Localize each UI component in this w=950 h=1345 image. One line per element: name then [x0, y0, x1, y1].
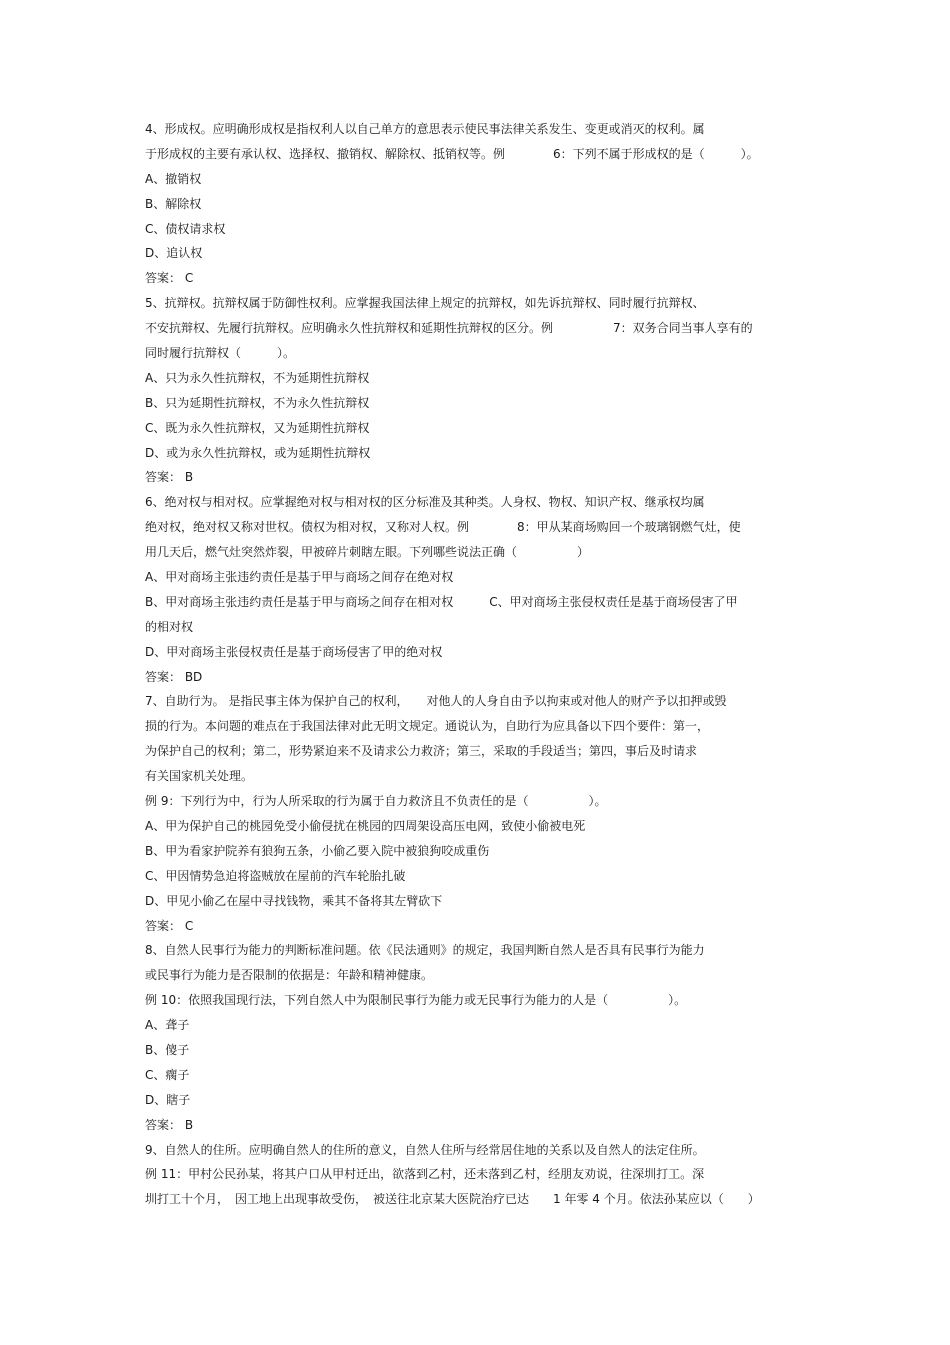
answer-line: 答案： B [145, 470, 194, 485]
text-line: 不安抗辩权、先履行抗辩权。应明确永久性抗辩权和延期性抗辩权的区分。例 7：双务合同当事人享有的 [145, 321, 753, 336]
question-line: 例 10：依照我国现行法，下列自然人中为限制民事行为能力或无民事行为能力的人是（ ）。 [145, 993, 687, 1008]
option-line: A、只为永久性抗辩权，不为延期性抗辩权 [145, 370, 370, 385]
option-line: B、甲为看家护院养有狼狗五条，小偷乙要入院中被狼狗咬成重伤 [145, 843, 490, 858]
option-line: A、聋子 [145, 1018, 190, 1033]
question-line: 圳打工十个月， 因工地上出现事故受伤， 被送往北京某大医院治疗已达 1 年零 4 个月。依法孙某应以（ ） [145, 1192, 760, 1207]
option-line: B、只为延期性抗辩权，不为永久性抗辩权 [145, 395, 370, 410]
text-line: 8、自然人民事行为能力的判断标准问题。依《民法通则》的规定，我国判断自然人是否具有民事行为能力 [145, 943, 705, 958]
option-line: C、瘸子 [145, 1067, 190, 1082]
text-line: 或民事行为能力是否限制的依据是：年龄和精神健康。 [145, 968, 434, 983]
question-line: 例 9：下列行为中，行为人所采取的行为属于自力救济且不负责任的是（ ）。 [145, 794, 607, 809]
answer-line: 答案： C [145, 271, 194, 286]
option-line: D、甲见小偷乙在屋中寻找钱物，乘其不备将其左臂砍下 [145, 893, 443, 908]
text-line: 绝对权，绝对权又称对世权。债权为相对权，又称对人权。例 8：甲从某商场购回一个玻璃钢燃气灶，使 [145, 520, 741, 535]
option-line: D、甲对商场主张侵权责任是基于商场侵害了甲的绝对权 [145, 644, 443, 659]
text-line: 4、形成权。应明确形成权是指权利人以自己单方的意思表示使民事法律关系发生、变更或消灭的权利。属 [145, 122, 705, 136]
option-line: A、撤销权 [145, 171, 202, 186]
option-line: B、解除权 [145, 196, 202, 211]
option-line: A、甲对商场主张违约责任是基于甲与商场之间存在绝对权 [145, 570, 454, 585]
option-line: B、傻子 [145, 1042, 190, 1057]
text-line: 7、自助行为。 是指民事主体为保护自己的权利， 对他人的人身自由予以拘束或对他人的财产予以扣押或毁 [145, 694, 727, 709]
option-line: C、债权请求权 [145, 221, 226, 236]
text-line: 损的行为。本问题的难点在于我国法律对此无明文规定。通说认为，自助行为应具备以下四个要件：第一， [145, 719, 710, 734]
text-line: 同时履行抗辩权（ ）。 [145, 346, 296, 361]
option-line: A、甲为保护自己的桃园免受小偷侵扰在桃园的四周架设高压电网，致使小偷被电死 [145, 818, 586, 833]
text-line: 9、自然人的住所。应明确自然人的住所的意义，自然人住所与经常居住地的关系以及自然人的法定住所。 [145, 1142, 705, 1157]
text-line: 6、绝对权与相对权。应掌握绝对权与相对权的区分标准及其种类。人身权、物权、知识产权、继承权均属 [145, 495, 705, 510]
option-line: 的相对权 [145, 619, 194, 634]
answer-line: 答案： BD [145, 669, 203, 684]
answer-line: 答案： B [145, 1117, 194, 1132]
text-line: 用几天后，燃气灶突然炸裂，甲被碎片刺瞎左眼。下列哪些说法正确（ ） [145, 545, 590, 560]
option-line: D、追认权 [145, 246, 203, 261]
option-line: C、既为永久性抗辩权，又为延期性抗辩权 [145, 420, 370, 435]
text-line: 5、抗辩权。抗辩权属于防御性权利。应掌握我国法律上规定的抗辩权，如先诉抗辩权、同时履行抗辩权、 [145, 296, 705, 311]
option-line: B、甲对商场主张违约责任是基于甲与商场之间存在相对权 C、甲对商场主张侵权责任是基于商场侵害了甲 [145, 594, 738, 609]
option-line: D、或为永久性抗辩权，或为延期性抗辩权 [145, 445, 371, 460]
document-body [145, 117, 825, 1212]
question-line: 例 11：甲村公民孙某，将其户口从甲村迁出，欲落到乙村，还未落到乙村，经朋友劝说，往深圳打工。深 [145, 1167, 705, 1182]
text-line: 于形成权的主要有承认权、选择权、撤销权、解除权、抵销权等。例 6：下列不属于形成权的是（ ）。 [145, 146, 759, 161]
option-line: D、瞎子 [145, 1092, 191, 1107]
answer-line: 答案： C [145, 918, 194, 933]
text-line: 有关国家机关处理。 [145, 769, 254, 784]
text-line: 为保护自己的权利；第二，形势紧迫来不及请求公力救济；第三，采取的手段适当；第四，事后及时请求 [145, 744, 698, 759]
option-line: C、甲因情势急迫将盗贼放在屋前的汽车轮胎扎破 [145, 868, 406, 883]
